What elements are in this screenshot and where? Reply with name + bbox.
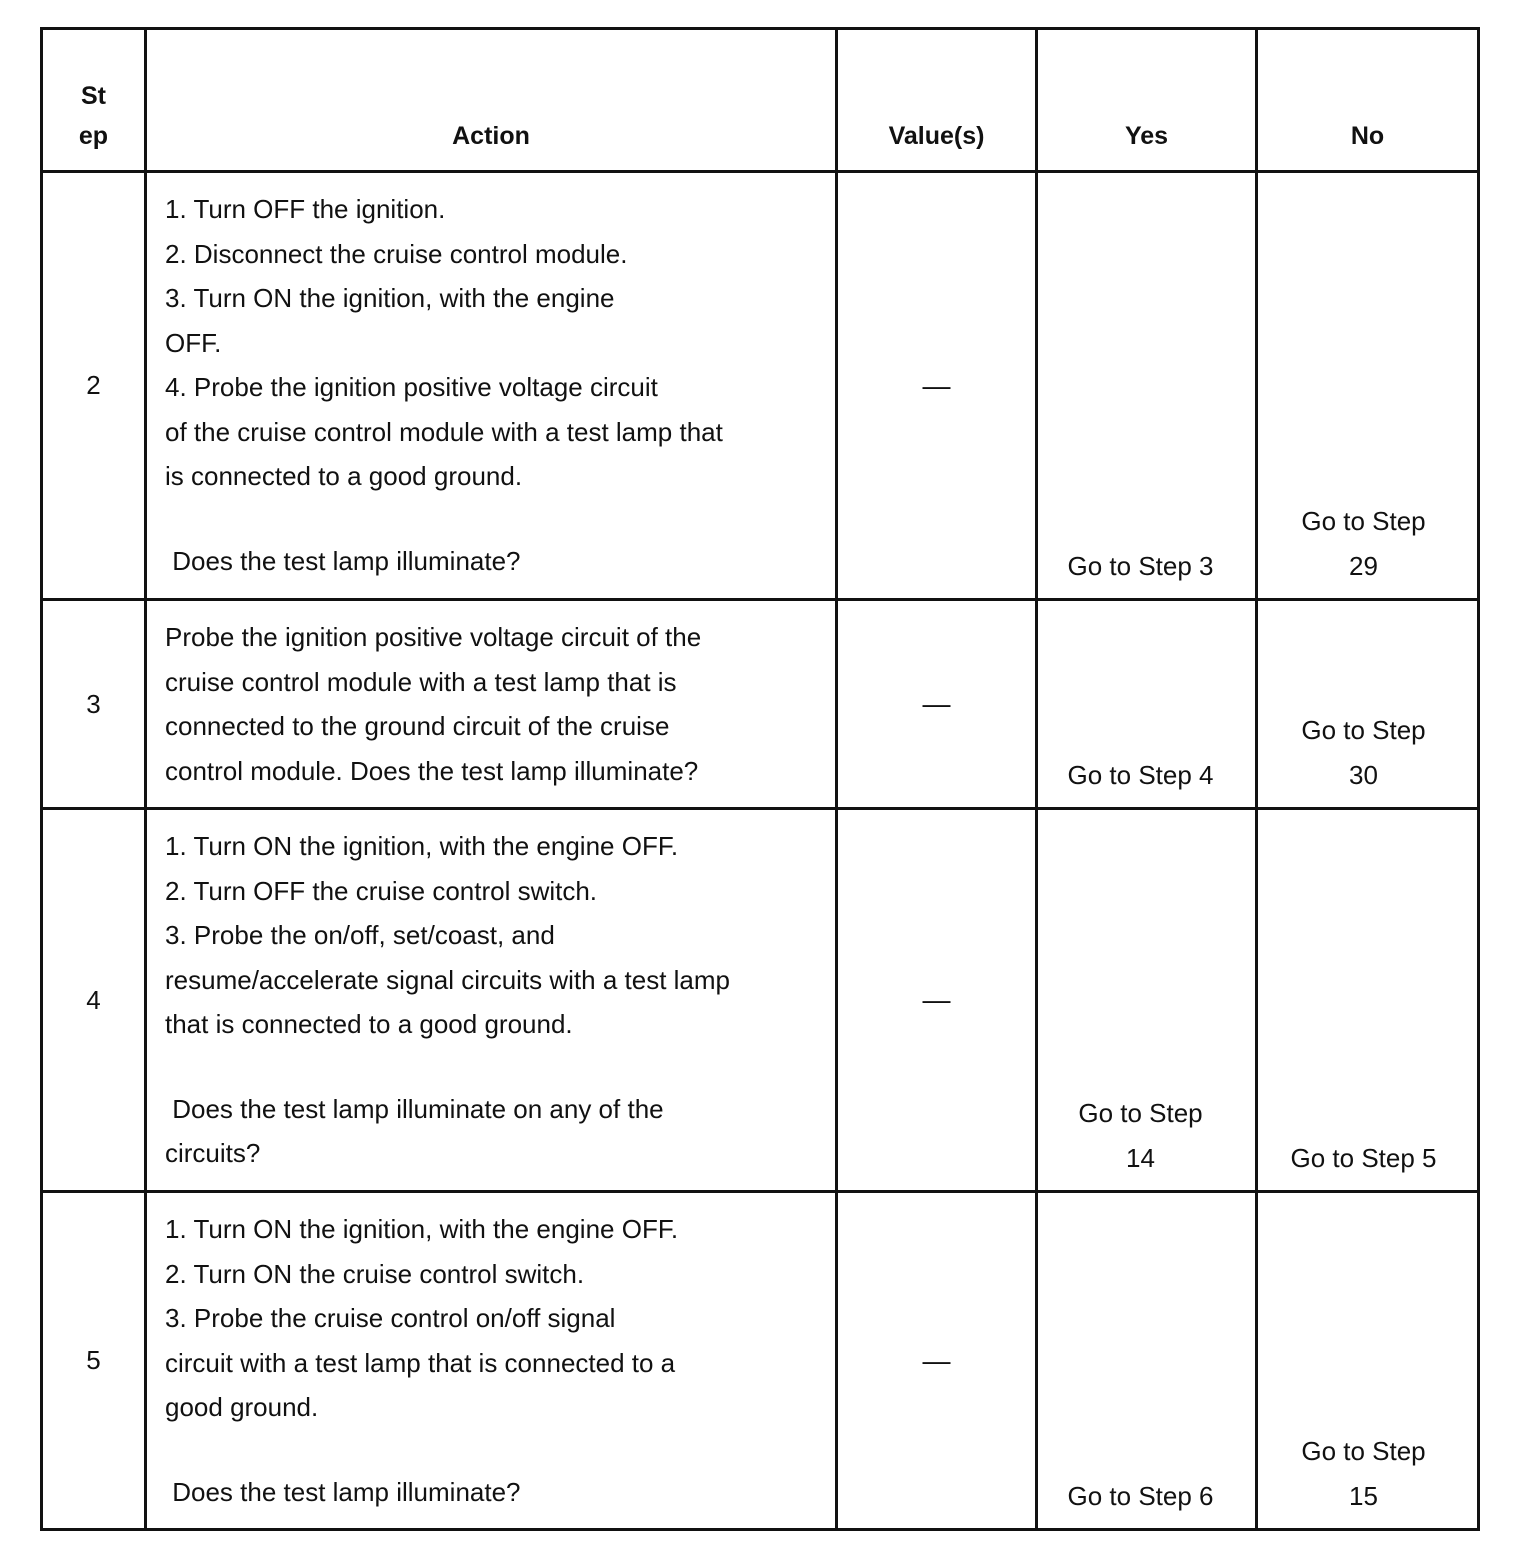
no-result-line: Go to Step 5 <box>1290 1142 1437 1173</box>
action-line: 1. Turn OFF the ignition. <box>165 194 446 224</box>
action-line: circuits? <box>165 1138 261 1168</box>
value-cell: — <box>837 809 1037 1192</box>
yes-cell <box>1037 809 1257 1192</box>
action-line: Does the test lamp illuminate? <box>165 545 521 576</box>
action-line: good ground. <box>165 1392 319 1422</box>
action-line: cruise control module with a test lamp that is <box>165 666 677 697</box>
step-number: 4 <box>42 809 146 1192</box>
action-cell <box>146 600 837 809</box>
header-values: Value(s) <box>837 29 1037 172</box>
diagnostic-table <box>40 27 1480 1531</box>
yes-result-line: Go to Step <box>1078 1098 1203 1128</box>
action-line: 2. Turn ON the cruise control switch. <box>165 1258 585 1289</box>
yes-result-line: 14 <box>1126 1142 1155 1173</box>
action-line: 1. Turn ON the ignition, with the engine OFF. <box>165 1214 679 1244</box>
header-action: Action <box>146 29 837 172</box>
action-line: is connected to a good ground. <box>165 461 523 491</box>
action-line: of the cruise control module with a test lamp that <box>165 416 723 447</box>
value-cell: — <box>837 172 1037 600</box>
table-body <box>42 172 1479 1530</box>
no-cell <box>1257 809 1479 1192</box>
step-number: 2 <box>42 172 146 600</box>
yes-cell <box>1037 600 1257 809</box>
action-line: Probe the ignition positive voltage circuit of the <box>165 622 702 652</box>
action-line: Does the test lamp illuminate? <box>165 1476 521 1507</box>
blank-line <box>165 1430 815 1470</box>
value-cell: — <box>837 600 1037 809</box>
no-cell <box>1257 1192 1479 1530</box>
no-result-line: Go to Step <box>1301 715 1426 745</box>
action-cell <box>146 172 837 600</box>
action-cell <box>146 809 837 1192</box>
no-result-line: 15 <box>1349 1480 1378 1511</box>
no-result-line: 30 <box>1349 759 1378 790</box>
action-line: control module. Does the test lamp illuminate? <box>165 755 699 786</box>
header-step-line2: ep <box>78 122 109 150</box>
header-no: No <box>1257 29 1479 172</box>
action-line: 3. Turn ON the ignition, with the engine <box>165 283 615 313</box>
blank-line <box>165 499 815 539</box>
action-line: resume/accelerate signal circuits with a test lamp <box>165 964 731 995</box>
table-header-row <box>42 29 1479 172</box>
action-line: connected to the ground circuit of the cruise <box>165 711 670 741</box>
yes-cell <box>1037 1192 1257 1530</box>
action-line: 4. Probe the ignition positive voltage circuit <box>165 372 658 402</box>
header-step-line1: St <box>81 82 106 110</box>
yes-result-line: Go to Step 3 <box>1067 550 1214 581</box>
header-yes: Yes <box>1037 29 1257 172</box>
step-number: 5 <box>42 1192 146 1530</box>
no-result-line: Go to Step <box>1301 1436 1426 1466</box>
yes-result-line: Go to Step 6 <box>1067 1480 1214 1511</box>
action-line: 3. Probe the cruise control on/off signal <box>165 1303 616 1333</box>
header-step <box>42 29 146 172</box>
action-line: 2. Turn OFF the cruise control switch. <box>165 875 598 906</box>
table-row <box>42 809 1479 1192</box>
action-line: that is connected to a good ground. <box>165 1009 573 1039</box>
yes-cell <box>1037 172 1257 600</box>
no-result-line: Go to Step <box>1301 506 1426 536</box>
no-cell <box>1257 600 1479 809</box>
step-number: 3 <box>42 600 146 809</box>
action-line: 2. Disconnect the cruise control module. <box>165 238 628 269</box>
value-cell: — <box>837 1192 1037 1530</box>
table-row <box>42 172 1479 600</box>
no-cell <box>1257 172 1479 600</box>
action-line: 3. Probe the on/off, set/coast, and <box>165 920 555 950</box>
blank-line <box>165 1047 815 1087</box>
no-result-line: 29 <box>1349 550 1378 581</box>
table-row <box>42 600 1479 809</box>
action-line: 1. Turn ON the ignition, with the engine OFF. <box>165 831 679 861</box>
action-line: circuit with a test lamp that is connected to a <box>165 1347 676 1378</box>
action-cell <box>146 1192 837 1530</box>
action-line: OFF. <box>165 327 222 358</box>
table-row <box>42 1192 1479 1530</box>
action-line: Does the test lamp illuminate on any of the <box>165 1093 664 1124</box>
yes-result-line: Go to Step 4 <box>1067 759 1214 790</box>
